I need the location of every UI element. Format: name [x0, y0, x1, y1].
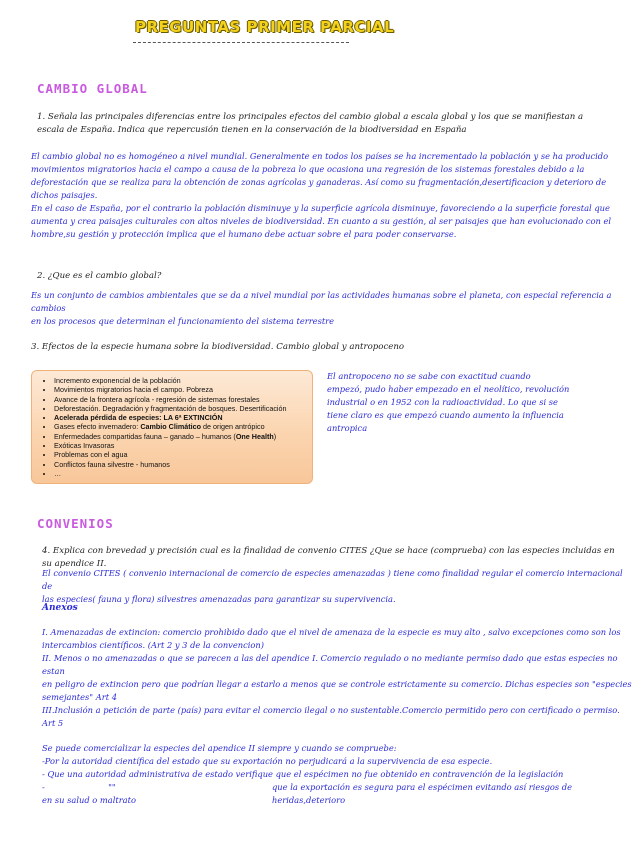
effect-text-bold: Cambio Climático	[140, 422, 202, 432]
answer-2	[31, 289, 621, 328]
appendix-ii-conditions	[42, 742, 632, 807]
effect-item	[54, 413, 306, 422]
condition-line: Se puede comercializar la especies del apendice II siempre y cuando se compruebe:	[42, 743, 397, 753]
effect-item	[54, 432, 306, 441]
answer-4	[42, 567, 627, 606]
answer-line: aumenta y crea paisajes culturales con altos niveles de biodiversidad. En cuanto a su gestión, al ser paisajes que han evolucionado con el	[31, 216, 612, 226]
answer-line: en los procesos que determinan el funcionamiento del sistema terrestre	[31, 316, 335, 326]
effect-text-pre: Movimientos migratorios hacia el campo. Pobreza	[54, 385, 213, 395]
condition-line: - Que una autoridad administrativa de estado verifique que el espécimen no fue obtenido en contravención de la legislación	[42, 769, 564, 779]
question-2: 2. ¿Que es el cambio global?	[37, 271, 162, 281]
effect-item	[54, 422, 306, 431]
effects-list-box	[31, 370, 313, 484]
effect-text-pre: Exóticas Invasoras	[54, 441, 115, 451]
effect-text-pre: Enfermedades compartidas fauna – ganado – humanos (	[54, 431, 236, 441]
effect-text-pre: Problemas con el agua	[54, 450, 128, 460]
effect-text-bold: One Health	[235, 431, 274, 441]
answer-line: empezó, pudo haber empezado en el neolítico, revolución	[327, 384, 570, 394]
effect-item	[54, 376, 306, 385]
anexo-line: III.Inclusión a petición de parte (país) para evitar el comercio ilegal o no sustentable.Comercio permitido pero con certificado o permiso. Art 5	[42, 705, 620, 728]
anexos-heading: Anexos	[42, 603, 78, 613]
effect-item	[54, 460, 306, 469]
answer-1	[31, 150, 621, 241]
effect-item	[54, 404, 306, 413]
effect-text-post: de origen antrópico	[201, 422, 265, 432]
effect-item	[54, 385, 306, 394]
effect-item	[54, 450, 306, 459]
answer-line: hombre,su gestión y protección implica que el humano debe actuar sobre el para poder conservarse.	[31, 229, 457, 239]
answer-line: deforestación que se realiza para la obtención de zonas agrícolas y ganaderas. Así como su fragmentación,desertificacion y deterioro de	[31, 177, 607, 187]
condition-line: en su salud o maltrato	[42, 795, 136, 805]
answer-line: El cambio global no es homogéneo a nivel mundial. Generalmente en todos los países se ha incrementado la población y se ha producido	[31, 151, 609, 161]
answer-line: antropica	[327, 423, 368, 433]
answer-line: En el caso de España, por el contrario la población disminuye y la superficie agrícola disminuye, favoreciendo a la superficie forestal que	[31, 203, 610, 213]
anexo-line: I. Amenazadas de extincion: comercio prohibido dado que el nivel de amenaza de la especie es muy alto , salvo excepciones como son los	[42, 627, 621, 637]
effect-text-pre: Gases efecto invernadero:	[54, 422, 141, 432]
effect-text-pre: …	[54, 468, 62, 478]
condition-line: -Por la autoridad científica del estado que su exportación no perjudicará a la supervivencia de esa especie.	[42, 756, 493, 766]
effect-text-post: )	[273, 431, 277, 441]
effect-text-pre: Avance de la frontera agrícola - regresión de sistemas forestales	[54, 394, 260, 404]
effect-item	[54, 469, 306, 478]
answer-line: Es un conjunto de cambios ambientales que se da a nivel mundial por las actividades humanas sobre el planeta, con especial referencia a cambios	[31, 290, 612, 313]
page-title: PREGUNTAS PRIMER PARCIAL	[135, 18, 395, 36]
effect-item	[54, 441, 306, 450]
condition-ditto: - ""	[42, 782, 116, 792]
anexos-list	[42, 626, 632, 730]
answer-line: movimientos migratorios hacia el campo a causa de la pobreza lo que ocasiona una regresión de los sistemas forestales debido a la	[31, 164, 585, 174]
effect-text-pre: Conflictos fauna silvestre - humanos	[54, 459, 170, 469]
section-heading-convenios: CONVENIOS	[37, 516, 114, 531]
section-heading-cambio-global: CAMBIO GLOBAL	[37, 81, 148, 96]
condition-text: que la exportación es segura para el espécimen evitando así riesgos de heridas,deterioro	[272, 782, 573, 805]
effect-item	[54, 395, 306, 404]
effect-text-pre: Incremento exponencial de la población	[54, 376, 181, 385]
effect-text-pre: Deforestación. Degradación y fragmentación de bosques. Desertificación	[54, 403, 287, 413]
answer-line: las especies( fauna y flora) silvestres amenazadas para garantizar su supervivencia.	[42, 594, 396, 604]
anexo-line: intercambios científicos. (Art 2 y 3 de la convencion)	[42, 640, 264, 650]
title-underline	[133, 42, 349, 43]
answer-line: El antropoceno no se sabe con exactitud cuando	[327, 371, 531, 381]
answer-line: El convenio CITES ( convenio internacional de comercio de especies amenazadas ) tiene como finalidad regular el comercio internacional de	[42, 568, 623, 591]
anexo-line: semejantes" Art 4	[42, 692, 117, 702]
anexo-line: en peligro de extincion pero que podrían llegar a estarlo a menos que se controle estrictamente su comercio. Dichas especies son "especies	[42, 679, 632, 689]
answer-line: dichos paisajes.	[31, 190, 98, 200]
answer-line: tiene claro es que empezó cuando aumento la influencia	[327, 410, 564, 420]
answer-line: industrial o en 1952 con la radioactividad. Lo que si se	[327, 397, 558, 407]
effect-text-bold: Acelerada pérdida de especies: LA 6ª EXTINCIÓN	[54, 413, 223, 423]
question-3: 3. Efectos de la especie humana sobre la biodiversidad. Cambio global y antropoceno	[31, 342, 405, 352]
anexo-line: II. Menos o no amenazadas o que se parecen a las del apendice I. Comercio regulado o no mediante permiso dado que estas especies no estan	[42, 653, 618, 676]
effects-list	[42, 376, 306, 478]
answer-3	[327, 370, 577, 435]
question-4: 4. Explica con brevedad y precisión cual es la finalidad de convenio CITES ¿Que se hace (comprueba) con las especies incluidas en su apendice II.	[42, 546, 615, 569]
question-1: 1. Señala las principales diferencias entre los principales efectos del cambio global a escala global y los que se manifiestan a escala de España. Indica que repercusión tienen en la conservación de la biodiversidad en España	[37, 112, 584, 135]
